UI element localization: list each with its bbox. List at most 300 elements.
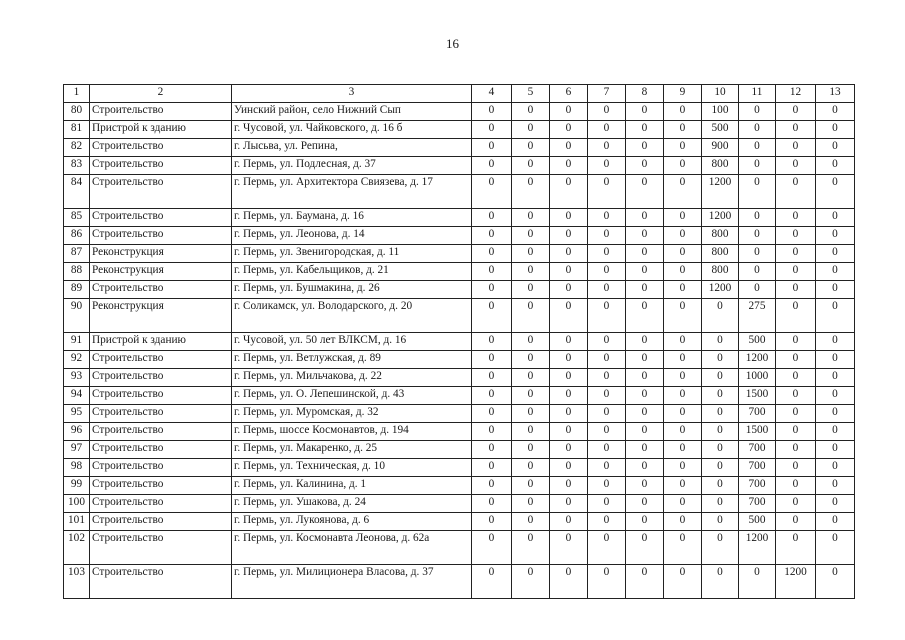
value-cell: 0 bbox=[626, 405, 664, 423]
row-number: 85 bbox=[64, 209, 90, 227]
value-cell: 1200 bbox=[776, 565, 816, 599]
value-cell: 0 bbox=[512, 477, 550, 495]
row-number: 93 bbox=[64, 369, 90, 387]
address: г. Пермь, ул. Космонавта Леонова, д. 62а bbox=[232, 531, 472, 565]
column-header: 9 bbox=[664, 85, 702, 103]
value-cell: 0 bbox=[512, 209, 550, 227]
value-cell: 0 bbox=[776, 477, 816, 495]
value-cell: 0 bbox=[626, 333, 664, 351]
value-cell: 0 bbox=[626, 423, 664, 441]
value-cell: 0 bbox=[588, 103, 626, 121]
value-cell: 0 bbox=[776, 175, 816, 209]
table-row bbox=[64, 209, 855, 227]
value-cell: 0 bbox=[626, 139, 664, 157]
work-type: Пристрой к зданию bbox=[90, 121, 232, 139]
value-cell: 0 bbox=[472, 245, 512, 263]
value-cell: 0 bbox=[776, 351, 816, 369]
value-cell: 0 bbox=[739, 281, 776, 299]
value-cell: 0 bbox=[626, 459, 664, 477]
value-cell: 0 bbox=[702, 351, 739, 369]
row-number: 90 bbox=[64, 299, 90, 333]
address: г. Пермь, ул. Калинина, д. 1 bbox=[232, 477, 472, 495]
value-cell: 0 bbox=[588, 477, 626, 495]
address: г. Соликамск, ул. Володарского, д. 20 bbox=[232, 299, 472, 333]
value-cell: 1200 bbox=[739, 531, 776, 565]
work-type: Строительство bbox=[90, 387, 232, 405]
value-cell: 0 bbox=[588, 175, 626, 209]
value-cell: 100 bbox=[702, 103, 739, 121]
value-cell: 0 bbox=[512, 423, 550, 441]
table-row bbox=[64, 513, 855, 531]
table-row bbox=[64, 387, 855, 405]
work-type: Строительство bbox=[90, 175, 232, 209]
address: г. Чусовой, ул. 50 лет ВЛКСМ, д. 16 bbox=[232, 333, 472, 351]
address: г. Пермь, ул. Техническая, д. 10 bbox=[232, 459, 472, 477]
value-cell: 0 bbox=[626, 263, 664, 281]
value-cell: 0 bbox=[550, 175, 588, 209]
value-cell: 0 bbox=[739, 245, 776, 263]
value-cell: 1200 bbox=[702, 175, 739, 209]
construction-table bbox=[63, 84, 855, 599]
value-cell: 0 bbox=[816, 477, 855, 495]
value-cell: 0 bbox=[472, 333, 512, 351]
value-cell: 0 bbox=[472, 495, 512, 513]
value-cell: 0 bbox=[664, 387, 702, 405]
value-cell: 0 bbox=[588, 281, 626, 299]
value-cell: 0 bbox=[472, 423, 512, 441]
value-cell: 0 bbox=[702, 565, 739, 599]
address: г. Пермь, шоссе Космонавтов, д. 194 bbox=[232, 423, 472, 441]
value-cell: 700 bbox=[739, 495, 776, 513]
value-cell: 0 bbox=[472, 441, 512, 459]
value-cell: 0 bbox=[816, 513, 855, 531]
value-cell: 0 bbox=[626, 245, 664, 263]
value-cell: 0 bbox=[664, 477, 702, 495]
table-row bbox=[64, 157, 855, 175]
column-header: 8 bbox=[626, 85, 664, 103]
work-type: Строительство bbox=[90, 351, 232, 369]
row-number: 92 bbox=[64, 351, 90, 369]
value-cell: 0 bbox=[588, 333, 626, 351]
value-cell: 0 bbox=[739, 139, 776, 157]
value-cell: 0 bbox=[512, 103, 550, 121]
value-cell: 0 bbox=[472, 565, 512, 599]
value-cell: 0 bbox=[550, 351, 588, 369]
row-number: 100 bbox=[64, 495, 90, 513]
address: г. Пермь, ул. Муромская, д. 32 bbox=[232, 405, 472, 423]
work-type: Строительство bbox=[90, 477, 232, 495]
value-cell: 0 bbox=[550, 477, 588, 495]
row-number: 103 bbox=[64, 565, 90, 599]
value-cell: 0 bbox=[550, 245, 588, 263]
value-cell: 0 bbox=[550, 139, 588, 157]
table-row bbox=[64, 477, 855, 495]
row-number: 97 bbox=[64, 441, 90, 459]
row-number: 89 bbox=[64, 281, 90, 299]
value-cell: 0 bbox=[626, 157, 664, 175]
address: г. Пермь, ул. Подлесная, д. 37 bbox=[232, 157, 472, 175]
value-cell: 0 bbox=[664, 459, 702, 477]
value-cell: 800 bbox=[702, 227, 739, 245]
value-cell: 0 bbox=[776, 227, 816, 245]
table-row bbox=[64, 333, 855, 351]
value-cell: 0 bbox=[702, 495, 739, 513]
work-type: Строительство bbox=[90, 495, 232, 513]
value-cell: 0 bbox=[776, 441, 816, 459]
value-cell: 0 bbox=[816, 405, 855, 423]
work-type: Строительство bbox=[90, 369, 232, 387]
value-cell: 0 bbox=[472, 351, 512, 369]
address: г. Пермь, ул. Бушмакина, д. 26 bbox=[232, 281, 472, 299]
value-cell: 0 bbox=[588, 495, 626, 513]
value-cell: 0 bbox=[472, 281, 512, 299]
value-cell: 0 bbox=[816, 299, 855, 333]
value-cell: 0 bbox=[588, 565, 626, 599]
value-cell: 0 bbox=[702, 459, 739, 477]
value-cell: 0 bbox=[512, 351, 550, 369]
value-cell: 0 bbox=[776, 423, 816, 441]
table-row bbox=[64, 263, 855, 281]
value-cell: 0 bbox=[664, 103, 702, 121]
table-row bbox=[64, 531, 855, 565]
work-type: Строительство bbox=[90, 139, 232, 157]
value-cell: 0 bbox=[626, 477, 664, 495]
value-cell: 0 bbox=[816, 139, 855, 157]
value-cell: 0 bbox=[550, 281, 588, 299]
value-cell: 0 bbox=[816, 369, 855, 387]
value-cell: 0 bbox=[816, 263, 855, 281]
value-cell: 0 bbox=[550, 495, 588, 513]
value-cell: 0 bbox=[512, 121, 550, 139]
value-cell: 0 bbox=[588, 531, 626, 565]
value-cell: 0 bbox=[512, 387, 550, 405]
value-cell: 0 bbox=[472, 209, 512, 227]
row-number: 83 bbox=[64, 157, 90, 175]
table-body bbox=[64, 85, 855, 599]
value-cell: 0 bbox=[626, 121, 664, 139]
value-cell: 0 bbox=[776, 139, 816, 157]
value-cell: 0 bbox=[550, 513, 588, 531]
value-cell: 0 bbox=[664, 175, 702, 209]
address: г. Пермь, ул. О. Лепешинской, д. 43 bbox=[232, 387, 472, 405]
table-row bbox=[64, 441, 855, 459]
value-cell: 0 bbox=[816, 459, 855, 477]
value-cell: 0 bbox=[626, 299, 664, 333]
value-cell: 0 bbox=[472, 139, 512, 157]
value-cell: 0 bbox=[550, 263, 588, 281]
value-cell: 0 bbox=[588, 423, 626, 441]
address: Уинский район, село Нижний Сып bbox=[232, 103, 472, 121]
work-type: Строительство bbox=[90, 565, 232, 599]
value-cell: 0 bbox=[664, 227, 702, 245]
value-cell: 1500 bbox=[739, 423, 776, 441]
value-cell: 0 bbox=[512, 405, 550, 423]
value-cell: 0 bbox=[664, 263, 702, 281]
address: г. Пермь, ул. Леонова, д. 14 bbox=[232, 227, 472, 245]
value-cell: 0 bbox=[512, 281, 550, 299]
address: г. Лысьва, ул. Репина, bbox=[232, 139, 472, 157]
work-type: Строительство bbox=[90, 513, 232, 531]
row-number: 82 bbox=[64, 139, 90, 157]
value-cell: 700 bbox=[739, 477, 776, 495]
value-cell: 0 bbox=[626, 103, 664, 121]
value-cell: 0 bbox=[512, 263, 550, 281]
address: г. Пермь, ул. Мильчакова, д. 22 bbox=[232, 369, 472, 387]
address: г. Пермь, ул. Баумана, д. 16 bbox=[232, 209, 472, 227]
value-cell: 0 bbox=[472, 175, 512, 209]
row-number: 84 bbox=[64, 175, 90, 209]
value-cell: 0 bbox=[816, 121, 855, 139]
row-number: 87 bbox=[64, 245, 90, 263]
value-cell: 500 bbox=[739, 513, 776, 531]
work-type: Реконструкция bbox=[90, 245, 232, 263]
value-cell: 0 bbox=[550, 565, 588, 599]
value-cell: 0 bbox=[776, 263, 816, 281]
value-cell: 0 bbox=[776, 369, 816, 387]
value-cell: 0 bbox=[626, 351, 664, 369]
value-cell: 0 bbox=[626, 281, 664, 299]
value-cell: 0 bbox=[739, 209, 776, 227]
table-row bbox=[64, 227, 855, 245]
value-cell: 0 bbox=[816, 531, 855, 565]
value-cell: 0 bbox=[816, 103, 855, 121]
value-cell: 0 bbox=[550, 209, 588, 227]
value-cell: 0 bbox=[664, 245, 702, 263]
work-type: Пристрой к зданию bbox=[90, 333, 232, 351]
value-cell: 0 bbox=[588, 513, 626, 531]
value-cell: 0 bbox=[702, 477, 739, 495]
address: г. Чусовой, ул. Чайковского, д. 16 б bbox=[232, 121, 472, 139]
value-cell: 0 bbox=[550, 405, 588, 423]
value-cell: 1000 bbox=[739, 369, 776, 387]
row-number: 98 bbox=[64, 459, 90, 477]
value-cell: 0 bbox=[512, 333, 550, 351]
work-type: Строительство bbox=[90, 209, 232, 227]
value-cell: 0 bbox=[664, 423, 702, 441]
address: г. Пермь, ул. Кабельщиков, д. 21 bbox=[232, 263, 472, 281]
row-number: 88 bbox=[64, 263, 90, 281]
value-cell: 0 bbox=[702, 405, 739, 423]
value-cell: 0 bbox=[776, 157, 816, 175]
value-cell: 1200 bbox=[702, 209, 739, 227]
value-cell: 1200 bbox=[702, 281, 739, 299]
table-row bbox=[64, 175, 855, 209]
value-cell: 0 bbox=[626, 565, 664, 599]
value-cell: 0 bbox=[816, 441, 855, 459]
value-cell: 0 bbox=[588, 139, 626, 157]
value-cell: 0 bbox=[472, 477, 512, 495]
value-cell: 0 bbox=[816, 423, 855, 441]
value-cell: 0 bbox=[588, 227, 626, 245]
value-cell: 0 bbox=[512, 245, 550, 263]
value-cell: 0 bbox=[816, 281, 855, 299]
value-cell: 0 bbox=[664, 441, 702, 459]
value-cell: 0 bbox=[550, 441, 588, 459]
value-cell: 0 bbox=[512, 513, 550, 531]
value-cell: 0 bbox=[588, 263, 626, 281]
value-cell: 0 bbox=[739, 175, 776, 209]
value-cell: 275 bbox=[739, 299, 776, 333]
column-header: 11 bbox=[739, 85, 776, 103]
work-type: Строительство bbox=[90, 157, 232, 175]
table-row bbox=[64, 351, 855, 369]
value-cell: 0 bbox=[776, 281, 816, 299]
work-type: Строительство bbox=[90, 441, 232, 459]
column-header: 2 bbox=[90, 85, 232, 103]
value-cell: 0 bbox=[550, 531, 588, 565]
value-cell: 0 bbox=[550, 103, 588, 121]
value-cell: 0 bbox=[512, 441, 550, 459]
value-cell: 0 bbox=[512, 369, 550, 387]
table-row bbox=[64, 139, 855, 157]
value-cell: 0 bbox=[512, 531, 550, 565]
value-cell: 0 bbox=[588, 157, 626, 175]
header-row bbox=[64, 85, 855, 103]
value-cell: 0 bbox=[588, 405, 626, 423]
row-number: 99 bbox=[64, 477, 90, 495]
address: г. Пермь, ул. Макаренко, д. 25 bbox=[232, 441, 472, 459]
value-cell: 0 bbox=[588, 441, 626, 459]
table-row bbox=[64, 423, 855, 441]
value-cell: 0 bbox=[512, 459, 550, 477]
value-cell: 0 bbox=[626, 369, 664, 387]
value-cell: 0 bbox=[550, 299, 588, 333]
value-cell: 0 bbox=[550, 369, 588, 387]
value-cell: 800 bbox=[702, 263, 739, 281]
value-cell: 0 bbox=[776, 121, 816, 139]
value-cell: 0 bbox=[512, 565, 550, 599]
value-cell: 0 bbox=[702, 441, 739, 459]
value-cell: 0 bbox=[472, 121, 512, 139]
value-cell: 0 bbox=[776, 103, 816, 121]
value-cell: 0 bbox=[702, 333, 739, 351]
value-cell: 0 bbox=[776, 513, 816, 531]
value-cell: 0 bbox=[702, 299, 739, 333]
value-cell: 0 bbox=[776, 333, 816, 351]
value-cell: 0 bbox=[512, 157, 550, 175]
row-number: 101 bbox=[64, 513, 90, 531]
value-cell: 0 bbox=[550, 227, 588, 245]
value-cell: 0 bbox=[626, 513, 664, 531]
value-cell: 0 bbox=[816, 495, 855, 513]
value-cell: 0 bbox=[702, 531, 739, 565]
value-cell: 0 bbox=[472, 369, 512, 387]
value-cell: 0 bbox=[512, 495, 550, 513]
value-cell: 0 bbox=[816, 387, 855, 405]
value-cell: 0 bbox=[776, 405, 816, 423]
value-cell: 0 bbox=[472, 531, 512, 565]
column-header: 10 bbox=[702, 85, 739, 103]
value-cell: 0 bbox=[739, 227, 776, 245]
value-cell: 0 bbox=[776, 495, 816, 513]
value-cell: 0 bbox=[776, 245, 816, 263]
table-row bbox=[64, 565, 855, 599]
column-header: 13 bbox=[816, 85, 855, 103]
value-cell: 0 bbox=[472, 157, 512, 175]
value-cell: 0 bbox=[739, 103, 776, 121]
value-cell: 0 bbox=[739, 263, 776, 281]
value-cell: 0 bbox=[664, 333, 702, 351]
value-cell: 800 bbox=[702, 245, 739, 263]
value-cell: 0 bbox=[664, 157, 702, 175]
value-cell: 500 bbox=[702, 121, 739, 139]
value-cell: 0 bbox=[664, 565, 702, 599]
value-cell: 0 bbox=[816, 209, 855, 227]
value-cell: 0 bbox=[626, 387, 664, 405]
work-type: Строительство bbox=[90, 423, 232, 441]
column-header: 3 bbox=[232, 85, 472, 103]
work-type: Строительство bbox=[90, 531, 232, 565]
value-cell: 0 bbox=[512, 299, 550, 333]
value-cell: 0 bbox=[702, 423, 739, 441]
value-cell: 0 bbox=[472, 513, 512, 531]
value-cell: 0 bbox=[816, 227, 855, 245]
value-cell: 0 bbox=[588, 351, 626, 369]
table-row bbox=[64, 369, 855, 387]
value-cell: 0 bbox=[664, 139, 702, 157]
value-cell: 0 bbox=[816, 245, 855, 263]
value-cell: 0 bbox=[472, 387, 512, 405]
row-number: 102 bbox=[64, 531, 90, 565]
row-number: 95 bbox=[64, 405, 90, 423]
row-number: 96 bbox=[64, 423, 90, 441]
column-header: 12 bbox=[776, 85, 816, 103]
value-cell: 0 bbox=[776, 459, 816, 477]
address: г. Пермь, ул. Милиционера Власова, д. 37 bbox=[232, 565, 472, 599]
address: г. Пермь, ул. Ветлужская, д. 89 bbox=[232, 351, 472, 369]
value-cell: 0 bbox=[626, 531, 664, 565]
address: г. Пермь, ул. Лукоянова, д. 6 bbox=[232, 513, 472, 531]
value-cell: 0 bbox=[472, 263, 512, 281]
value-cell: 0 bbox=[664, 513, 702, 531]
value-cell: 0 bbox=[816, 333, 855, 351]
value-cell: 0 bbox=[588, 299, 626, 333]
row-number: 80 bbox=[64, 103, 90, 121]
address: г. Пермь, ул. Звенигородская, д. 11 bbox=[232, 245, 472, 263]
value-cell: 0 bbox=[588, 245, 626, 263]
row-number: 81 bbox=[64, 121, 90, 139]
table-row bbox=[64, 299, 855, 333]
table-row bbox=[64, 405, 855, 423]
value-cell: 0 bbox=[626, 175, 664, 209]
value-cell: 0 bbox=[512, 175, 550, 209]
value-cell: 0 bbox=[588, 459, 626, 477]
value-cell: 0 bbox=[512, 139, 550, 157]
value-cell: 0 bbox=[550, 121, 588, 139]
column-header: 1 bbox=[64, 85, 90, 103]
value-cell: 0 bbox=[626, 209, 664, 227]
table-row bbox=[64, 495, 855, 513]
table-row bbox=[64, 103, 855, 121]
table-row bbox=[64, 245, 855, 263]
value-cell: 0 bbox=[664, 121, 702, 139]
value-cell: 0 bbox=[588, 209, 626, 227]
value-cell: 0 bbox=[776, 299, 816, 333]
value-cell: 0 bbox=[816, 351, 855, 369]
value-cell: 0 bbox=[626, 227, 664, 245]
row-number: 91 bbox=[64, 333, 90, 351]
value-cell: 0 bbox=[550, 423, 588, 441]
address: г. Пермь, ул. Архитектора Свиязева, д. 17 bbox=[232, 175, 472, 209]
value-cell: 0 bbox=[472, 227, 512, 245]
value-cell: 0 bbox=[664, 369, 702, 387]
value-cell: 0 bbox=[550, 387, 588, 405]
value-cell: 0 bbox=[550, 333, 588, 351]
table-row bbox=[64, 121, 855, 139]
value-cell: 0 bbox=[776, 387, 816, 405]
value-cell: 0 bbox=[739, 157, 776, 175]
table-row bbox=[64, 281, 855, 299]
